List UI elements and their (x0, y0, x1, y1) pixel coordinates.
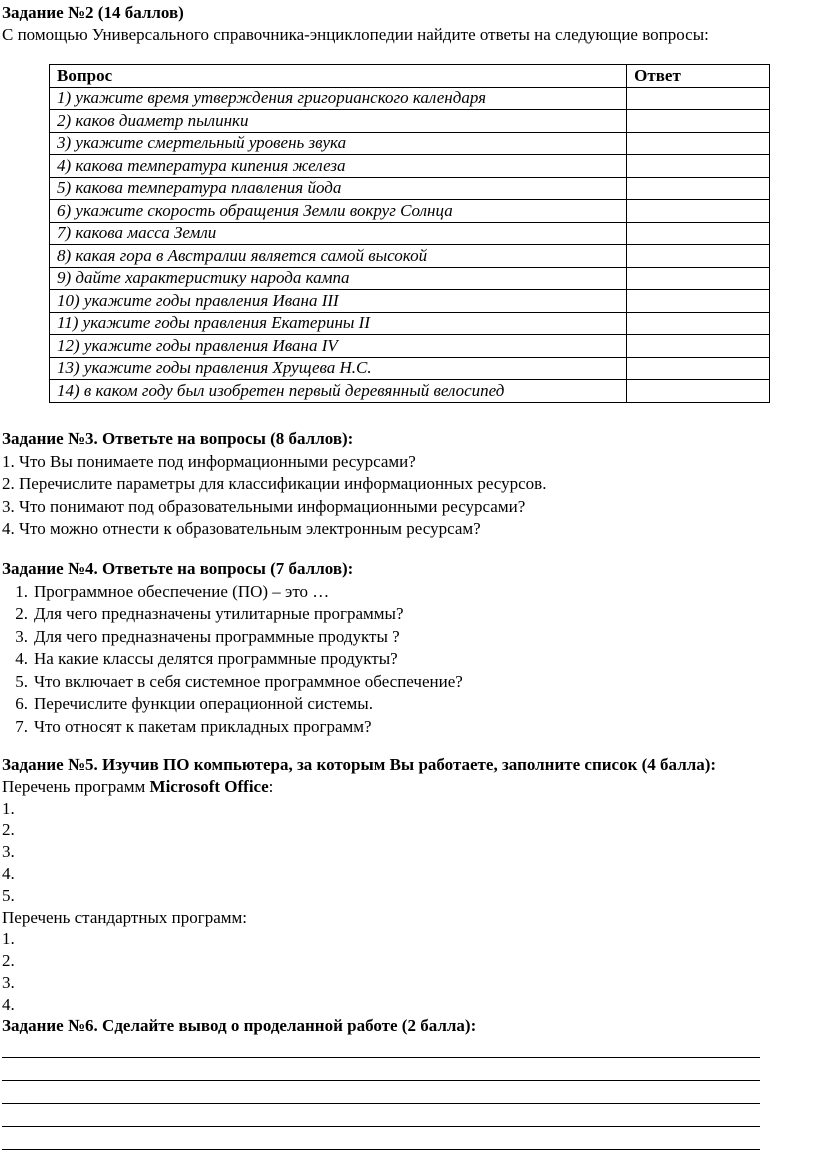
question-cell: 2) каков диаметр пылинки (50, 110, 627, 133)
fill-in-item[interactable]: 2. (2, 820, 15, 840)
table-row (50, 290, 770, 313)
table-row (50, 335, 770, 358)
question-cell: 1) укажите время утверждения григорианского календаря (50, 87, 627, 110)
office-list-label: Перечень программ Microsoft Office: (2, 776, 274, 796)
list-text: Для чего предназначены программные продукты ? (34, 626, 400, 646)
fill-in-item[interactable]: 2. (2, 951, 15, 971)
question-cell: 3) укажите смертельный уровень звука (50, 132, 627, 155)
answer-cell[interactable] (627, 290, 770, 313)
list-item (2, 626, 463, 649)
fill-in-item[interactable]: 3. (2, 842, 15, 862)
answer-cell[interactable] (627, 200, 770, 223)
answer-cell[interactable] (627, 110, 770, 133)
task6-title: Задание №6. Сделайте вывод о проделанной работе (2 балла): (2, 1016, 477, 1035)
answer-cell[interactable] (627, 222, 770, 245)
question-cell: 14) в каком году был изобретен первый деревянный велосипед (50, 380, 627, 403)
table-row (50, 155, 770, 178)
answer-line[interactable] (2, 1126, 760, 1127)
list-item (2, 648, 463, 671)
answer-line[interactable] (2, 1080, 760, 1081)
table-row (50, 312, 770, 335)
list-number: 4. (15, 649, 28, 668)
task4-title: Задание №4. Ответьте на вопросы (7 баллов): (2, 559, 354, 578)
list-text: На какие классы делятся программные продукты? (34, 649, 398, 668)
table-row (50, 267, 770, 290)
question-cell: 13) укажите годы правления Хрущева Н.С. (50, 357, 627, 380)
question-cell: 9) дайте характеристику народа кампа (50, 267, 627, 290)
fill-in-item[interactable]: 1. (2, 929, 15, 949)
standard-list-label: Перечень стандартных программ: (2, 907, 247, 927)
list-number: 5. (15, 671, 28, 691)
answer-cell[interactable] (627, 312, 770, 335)
answer-cell[interactable] (627, 245, 770, 268)
task3-item: 3. Что понимают под образовательными информационными ресурсами? (2, 496, 526, 516)
task2-intro: С помощью Универсального справочника-энциклопедии найдите ответы на следующие вопросы: (2, 25, 709, 44)
answer-cell[interactable] (627, 335, 770, 358)
column-header-answer: Ответ (627, 65, 770, 88)
task3-item: 1. Что Вы понимаете под информационными ресурсами? (2, 451, 416, 471)
question-cell: 5) какова температура плавления йода (50, 177, 627, 200)
task5-title: Задание №5. Изучив ПО компьютера, за которым Вы работаете, заполните список (4 балла): (2, 755, 717, 774)
table-row (50, 87, 770, 110)
list-item (2, 603, 463, 626)
fill-in-item[interactable]: 3. (2, 972, 15, 992)
task3-section (2, 428, 546, 541)
table-row (50, 200, 770, 223)
list-item (2, 671, 463, 694)
fill-in-item[interactable]: 5. (2, 885, 15, 905)
task3-title: Задание №3. Ответьте на вопросы (8 баллов): (2, 429, 354, 448)
answer-line[interactable] (2, 1149, 760, 1150)
table-row (50, 110, 770, 133)
questions-table (49, 64, 770, 403)
task6-section (2, 1015, 476, 1037)
answer-line[interactable] (2, 1103, 760, 1104)
answer-cell[interactable] (627, 357, 770, 380)
task3-item: 4. Что можно отнести к образовательным электронным ресурсам? (2, 519, 481, 538)
table-row (50, 357, 770, 380)
list-number: 7. (15, 716, 28, 736)
task4-section (2, 558, 463, 738)
column-header-question: Вопрос (50, 65, 627, 88)
list-item (2, 716, 463, 739)
list-number: 3. (15, 626, 28, 646)
answer-cell[interactable] (627, 177, 770, 200)
question-cell: 7) какова масса Земли (50, 222, 627, 245)
answer-line[interactable] (2, 1057, 760, 1058)
list-item (2, 693, 463, 716)
fill-in-item[interactable]: 1. (2, 798, 15, 818)
list-text: Программное обеспечение (ПО) – это … (34, 581, 330, 601)
question-cell: 6) укажите скорость обращения Земли вокруг Солнца (50, 200, 627, 223)
table-row (50, 380, 770, 403)
list-item (2, 581, 463, 604)
question-cell: 8) какая гора в Австралии является самой высокой (50, 245, 627, 268)
question-cell: 4) какова температура кипения железа (50, 155, 627, 178)
fill-in-item[interactable]: 4. (2, 863, 15, 883)
answer-cell[interactable] (627, 87, 770, 110)
list-text: Для чего предназначены утилитарные программы? (34, 604, 404, 623)
answer-cell[interactable] (627, 267, 770, 290)
answer-cell[interactable] (627, 155, 770, 178)
task5-section (2, 754, 716, 1016)
question-cell: 11) укажите годы правления Екатерины II (50, 312, 627, 335)
list-number: 6. (15, 694, 28, 713)
table-row (50, 177, 770, 200)
table-row (50, 132, 770, 155)
answer-cell[interactable] (627, 380, 770, 403)
fill-in-item[interactable]: 4. (2, 994, 15, 1014)
table-row (50, 222, 770, 245)
task3-item: 2. Перечислите параметры для классификации информационных ресурсов. (2, 474, 547, 493)
list-number: 1. (15, 581, 28, 601)
answer-cell[interactable] (627, 132, 770, 155)
question-cell: 12) укажите годы правления Ивана IV (50, 335, 627, 358)
table-row (50, 245, 770, 268)
table-header-row (50, 65, 770, 88)
list-number: 2. (15, 604, 28, 623)
question-cell: 10) укажите годы правления Ивана III (50, 290, 627, 313)
task2-title: Задание №2 (14 баллов) (2, 3, 184, 22)
list-text: Что включает в себя системное программное обеспечение? (34, 671, 463, 691)
list-text: Перечислите функции операционной системы. (34, 694, 373, 713)
list-text: Что относят к пакетам прикладных программ? (34, 716, 372, 736)
